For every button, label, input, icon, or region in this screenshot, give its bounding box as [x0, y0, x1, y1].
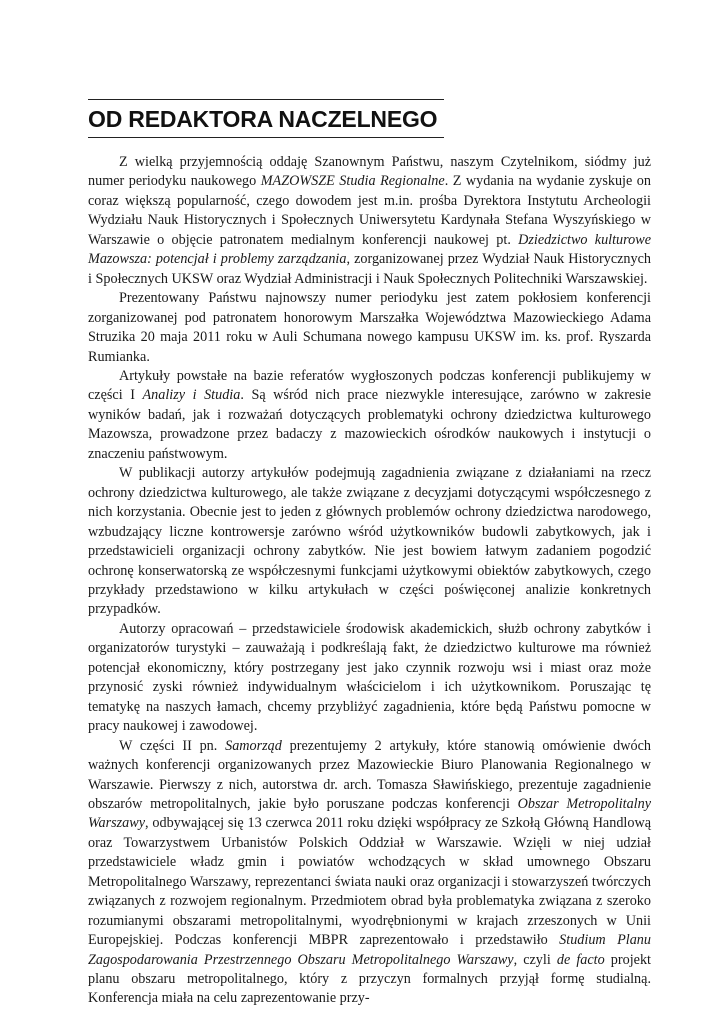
italic-title: Dziedzictwo kulturowe Mazowsza: potencjał i problemy zarządzania [88, 231, 651, 268]
paragraph [88, 153, 651, 289]
italic-title: MAZOWSZE Studia Regionalne [260, 173, 445, 190]
text-segment: Prezentowany Państwu najnowszy numer periodyku jest zatem pokłosiem konferencji zorganizowanej pod patronatem honorowym Marszałka Województwa Mazowieckiego Adama Struzika 20 maja 2011 roku w Auli Schumana nowego kampusu UKSW im. ks. prof. Ryszarda Rumianka. [88, 290, 651, 365]
text-segment: Autorzy opracowań – przedstawiciele środowisk akademickich, służb ochrony zabytków i organizatorów turystyki – zauważają i podkreślają fakt, że dziedzictwo kulturowe ma również potencjał ekonomiczny, który postrzegany jest jako czynnik rozwoju wsi i miast oraz może przynosić zyski również indywidualnym właścicielom i ich użytkownikom. Poruszając tę tematykę na naszych łamach, chcemy przybliżyć zagadnienia, które będą Państwu pomocne w pracy naukowej i zawodowej. [88, 620, 651, 735]
italic-title: Studium Planu Zagospodarowania Przestrzennego Obszaru Metropolitalnego Warszawy [88, 932, 651, 968]
paragraph [88, 737, 651, 1009]
text-segment: , czyli [513, 951, 557, 968]
paragraph [88, 367, 651, 464]
text-segment: W części II pn. [119, 737, 226, 754]
heading-top-rule [88, 99, 444, 100]
text-segment: , zorganizowanej przez Wydział Nauk Historycznych i Społecznych UKSW oraz Wydział Administracji i Nauk Społecznych Politechniki Warszawskiej. [88, 251, 651, 287]
italic-title: Obszar Metropolitalny Warszawy [88, 795, 651, 832]
text-segment: . Są wśród nich prace niezwykle interesujące, zarówno w zakresie wyników badań, jak i rozważań dotyczących problematyki ochrony dziedzictwa kulturowego Mazowsza, prowadzone przez badaczy z mazowieckich ośrodków naukowych i instytucji o znaczeniu państwowym. [88, 387, 651, 462]
page-title: OD REDAKTORA NACZELNEGO [88, 106, 438, 132]
italic-title: de facto [556, 951, 605, 968]
italic-title: Analizy i Studia [142, 387, 241, 404]
text-segment: W publikacji autorzy artykułów podejmują zagadnienia związane z działaniami na rzecz ochrony dziedzictwa kulturowego, ale także związane z decyzjami dotyczącymi współczesnego z nich korzystania. Obecnie jest to jeden z głównych problemów ochrony dziedzictwa narodowego, wzbudzający liczne kontrowersje zarówno wśród użytkowników budowli zabytkowych, jak i przedstawicieli organizacji ochrony zabytków. Nie jest bowiem łatwym zadaniem pogodzić ochronę konserwatorską ze współczesnymi funkcjami użytkowymi obiektów zabytkowych, czego przykłady przedstawiono w kilku artykułach w części poświęconej analizie konkretnych przypadków. [88, 465, 651, 618]
article-body [88, 153, 651, 1009]
text-segment: Artykuły powstałe na bazie referatów wygłoszonych podczas konferencji publikujemy w części I [88, 367, 651, 404]
text-segment: prezentujemy 2 artykuły, które stanowią omówienie dwóch ważnych konferencji organizowanych przez Mazowieckie Biuro Planowania Regionalnego w Warszawie. Pierwszy z nich, autorstwa dr. arch. Tomasza Sławińskiego, prezentuje zagadnienie obszarów metropolitalnych, jakie było poruszane podczas konferencji [88, 737, 651, 812]
paragraph [88, 464, 651, 620]
italic-title: Samorząd [225, 737, 282, 754]
text-segment: , odbywającej się 13 czerwca 2011 roku dzięki współpracy ze Szkołą Główną Handlową oraz Towarzystwem Urbanistów Polskich Oddział w Warszawie. Wzięli w niej udział przedstawiciele władz gmin i powiatów wchodzących w skład umownego Obszaru Metropolitalnego Warszawy, reprezentanci świata nauki oraz organizacji i stowarzyszeń twórczych związanych z rozwojem regionalnym. Przedmiotem obrad była problematyka związana z szeroko rozumianymi obszarami metropolitalnymi, wyodrębnionymi w krajach zrzeszonych w Unii Europejskiej. Podczas konferencji MBPR zaprezentowało i przedstawiło [88, 815, 651, 949]
heading-bottom-rule [88, 137, 444, 138]
text-segment: Z wielką przyjemnością oddaję Szanownym Państwu, naszym Czytelnikom, siódmy już numer periodyku naukowego [88, 154, 651, 190]
text-segment: projekt planu obszaru metropolitalnego, który z przyczyn formalnych przyjął formę studialną. Konferencja miała na celu zaprezentowanie przy- [88, 951, 651, 1007]
paragraph [88, 620, 651, 737]
text-segment: . Z wydania na wydanie zyskuje on coraz większą popularność, czego dowodem jest m.in. prośba Dyrektora Instytutu Archeologii Wydziału Nauk Historycznych i Społecznych Uniwersytetu Kardynała Stefana Wyszyńskiego w Warszawie o objęcie patronatem medialnym konferencji naukowej pt. [88, 173, 651, 248]
paragraph [88, 289, 651, 367]
